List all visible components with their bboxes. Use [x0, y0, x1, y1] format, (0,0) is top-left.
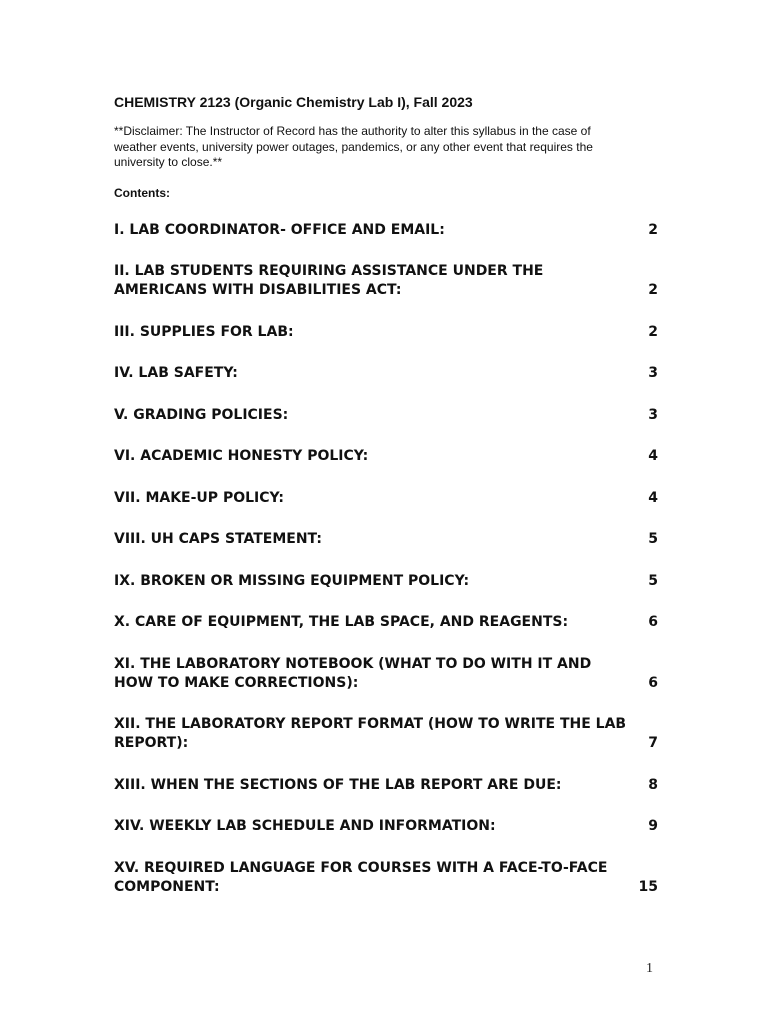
toc-entry-page: 5 [648, 531, 658, 547]
toc-entry-title: VIII. UH CAPS STATEMENT: [114, 531, 322, 547]
toc-entry-title: X. CARE OF EQUIPMENT, THE LAB SPACE, AND REAGENTS: [114, 614, 569, 630]
toc-entry-title: XIII. WHEN THE SECTIONS OF THE LAB REPORT ARE DUE: [114, 776, 562, 793]
toc-entry-page: 9 [648, 818, 658, 834]
toc-entry-page: 2 [648, 323, 658, 340]
toc-entry-1[interactable] [114, 221, 658, 240]
toc-entry-page: 4 [648, 448, 658, 464]
toc-entry-title: III. SUPPLIES FOR LAB: [114, 323, 294, 340]
toc-entry-6[interactable] [114, 447, 658, 466]
contents-label: Contents: [114, 185, 170, 200]
document-page [114, 93, 658, 919]
toc-entry-title: XII. THE LABORATORY REPORT FORMAT (HOW TO WRITE THE LAB REPORT): [114, 716, 627, 751]
toc-entry-14[interactable] [114, 817, 658, 836]
toc-entry-title: IX. BROKEN OR MISSING EQUIPMENT POLICY: [114, 572, 470, 589]
toc-entry-page: 3 [648, 365, 658, 381]
toc-entry-page: 3 [648, 406, 658, 423]
toc-entry-10[interactable] [114, 613, 658, 632]
toc-entry-title: XV. REQUIRED LANGUAGE FOR COURSES WITH A FACE-TO-FACE COMPONENT: [114, 859, 608, 895]
toc-entry-title: IV. LAB SAFETY: [114, 365, 238, 381]
toc-entry-13[interactable] [114, 776, 658, 795]
toc-entry-page: 6 [648, 614, 658, 630]
disclaimer-text: **Disclaimer: The Instructor of Record has the authority to alter this syllabus in the case of weather events, university power outages, pandemics, or any other event that requires the university to close.** [114, 124, 593, 169]
toc-entry-page: 5 [648, 572, 658, 589]
toc-entry-11[interactable] [114, 655, 658, 693]
toc-entry-title: XI. THE LABORATORY NOTEBOOK (WHAT TO DO WITH IT AND HOW TO MAKE CORRECTIONS): [114, 655, 592, 691]
toc-entry-page: 2 [648, 221, 658, 238]
toc-entry-3[interactable] [114, 323, 658, 342]
page-number: 1 [646, 961, 653, 976]
toc-entry-title: XIV. WEEKLY LAB SCHEDULE AND INFORMATION: [114, 818, 496, 834]
toc-entry-5[interactable] [114, 406, 658, 425]
toc-entry-title: II. LAB STUDENTS REQUIRING ASSISTANCE UNDER THE AMERICANS WITH DISABILITIES ACT: [114, 263, 544, 298]
toc-entry-title: VI. ACADEMIC HONESTY POLICY: [114, 448, 369, 464]
toc-entry-title: V. GRADING POLICIES: [114, 406, 289, 423]
toc-entry-page: 4 [648, 489, 658, 506]
toc-entry-12[interactable] [114, 715, 658, 753]
toc-entry-7[interactable] [114, 489, 658, 508]
toc-entry-2[interactable] [114, 262, 658, 300]
toc-entry-4[interactable] [114, 364, 658, 383]
toc-entry-title: I. LAB COORDINATOR- OFFICE AND EMAIL: [114, 221, 445, 238]
document-title: CHEMISTRY 2123 (Organic Chemistry Lab I), Fall 2023 [114, 94, 473, 110]
toc-entry-9[interactable] [114, 572, 658, 591]
table-of-contents [114, 221, 658, 897]
toc-entry-page: 2 [648, 282, 658, 298]
toc-entry-page: 6 [648, 674, 658, 691]
toc-entry-page: 7 [648, 735, 658, 751]
toc-entry-page: 15 [638, 878, 658, 895]
toc-entry-15[interactable] [114, 859, 658, 897]
toc-entry-8[interactable] [114, 530, 658, 549]
toc-entry-page: 8 [648, 776, 658, 793]
toc-entry-title: VII. MAKE-UP POLICY: [114, 489, 285, 506]
